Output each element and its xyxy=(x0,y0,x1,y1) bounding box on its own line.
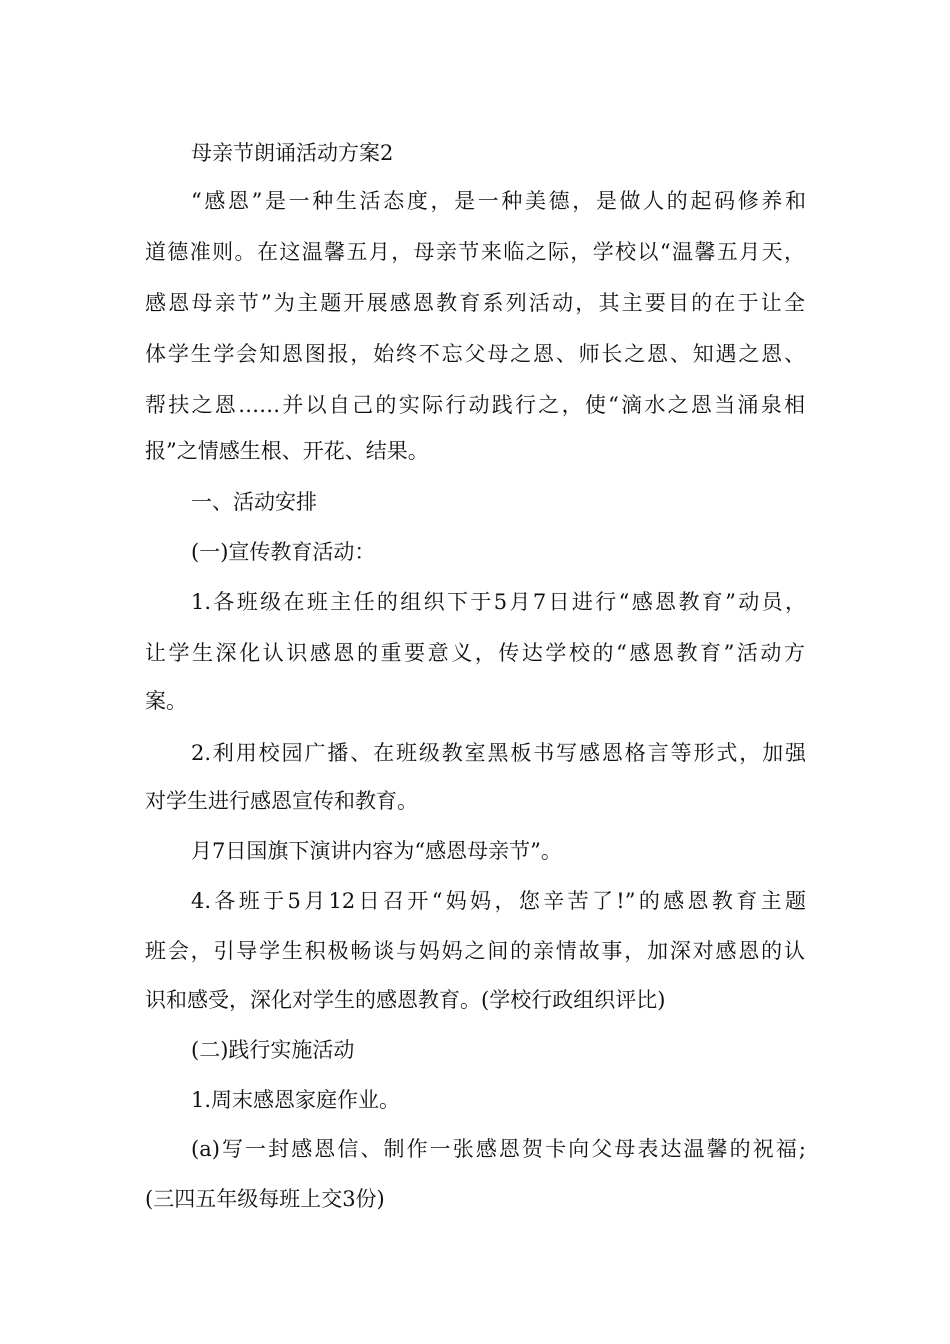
subsection-heading-2: (二)践行实施活动 xyxy=(191,1038,355,1062)
intro-line-2: 道德准则。在这温馨五月，母亲节来临之际，学校以“温馨五月天， xyxy=(145,240,805,264)
item1-line-1: 1.各班级在班主任的组织下于5月7日进行“感恩教育”动员， xyxy=(191,590,806,614)
item4-line-3: 识和感受，深化对学生的感恩教育。(学校行政组织评比) xyxy=(145,988,666,1012)
subsection-heading-1: (一)宣传教育活动： xyxy=(191,540,376,564)
document-title: 母亲节朗诵活动方案2 xyxy=(191,141,394,165)
item1-line-2: 让学生深化认识感恩的重要意义，传达学校的“感恩教育”活动方 xyxy=(145,641,805,665)
item4-line-1: 4.各班于5月12日召开“妈妈，您辛苦了!”的感恩教育主题 xyxy=(191,889,806,913)
item3-line: 月7日国旗下演讲内容为“感恩母亲节”。 xyxy=(191,839,562,863)
section-heading-1: 一、活动安排 xyxy=(191,490,317,514)
item5a-line-2: (三四五年级每班上交3份) xyxy=(145,1187,385,1211)
item2-line-2: 对学生进行感恩宣传和教育。 xyxy=(145,789,418,813)
item4-line-2: 班会，引导学生积极畅谈与妈妈之间的亲情故事，加深对感恩的认 xyxy=(145,939,805,963)
item1-line-3: 案。 xyxy=(145,689,187,713)
intro-line-1: “感恩”是一种生活态度，是一种美德，是做人的起码修养和 xyxy=(191,189,806,213)
item5-line: 1.周末感恩家庭作业。 xyxy=(191,1088,401,1112)
item2-line-1: 2.利用校园广播、在班级教室黑板书写感恩格言等形式，加强 xyxy=(191,741,806,765)
intro-line-4: 体学生学会知恩图报，始终不忘父母之恩、师长之恩、知遇之恩、 xyxy=(145,342,805,366)
item5a-line-1: (a)写一封感恩信、制作一张感恩贺卡向父母表达温馨的祝福; xyxy=(191,1137,806,1161)
intro-line-6: 报”之情感生根、开花、结果。 xyxy=(145,439,429,463)
intro-line-3: 感恩母亲节”为主题开展感恩教育系列活动，其主要目的在于让全 xyxy=(145,291,805,315)
intro-line-5: 帮扶之恩……并以自己的实际行动践行之，使“滴水之恩当涌泉相 xyxy=(145,393,805,417)
